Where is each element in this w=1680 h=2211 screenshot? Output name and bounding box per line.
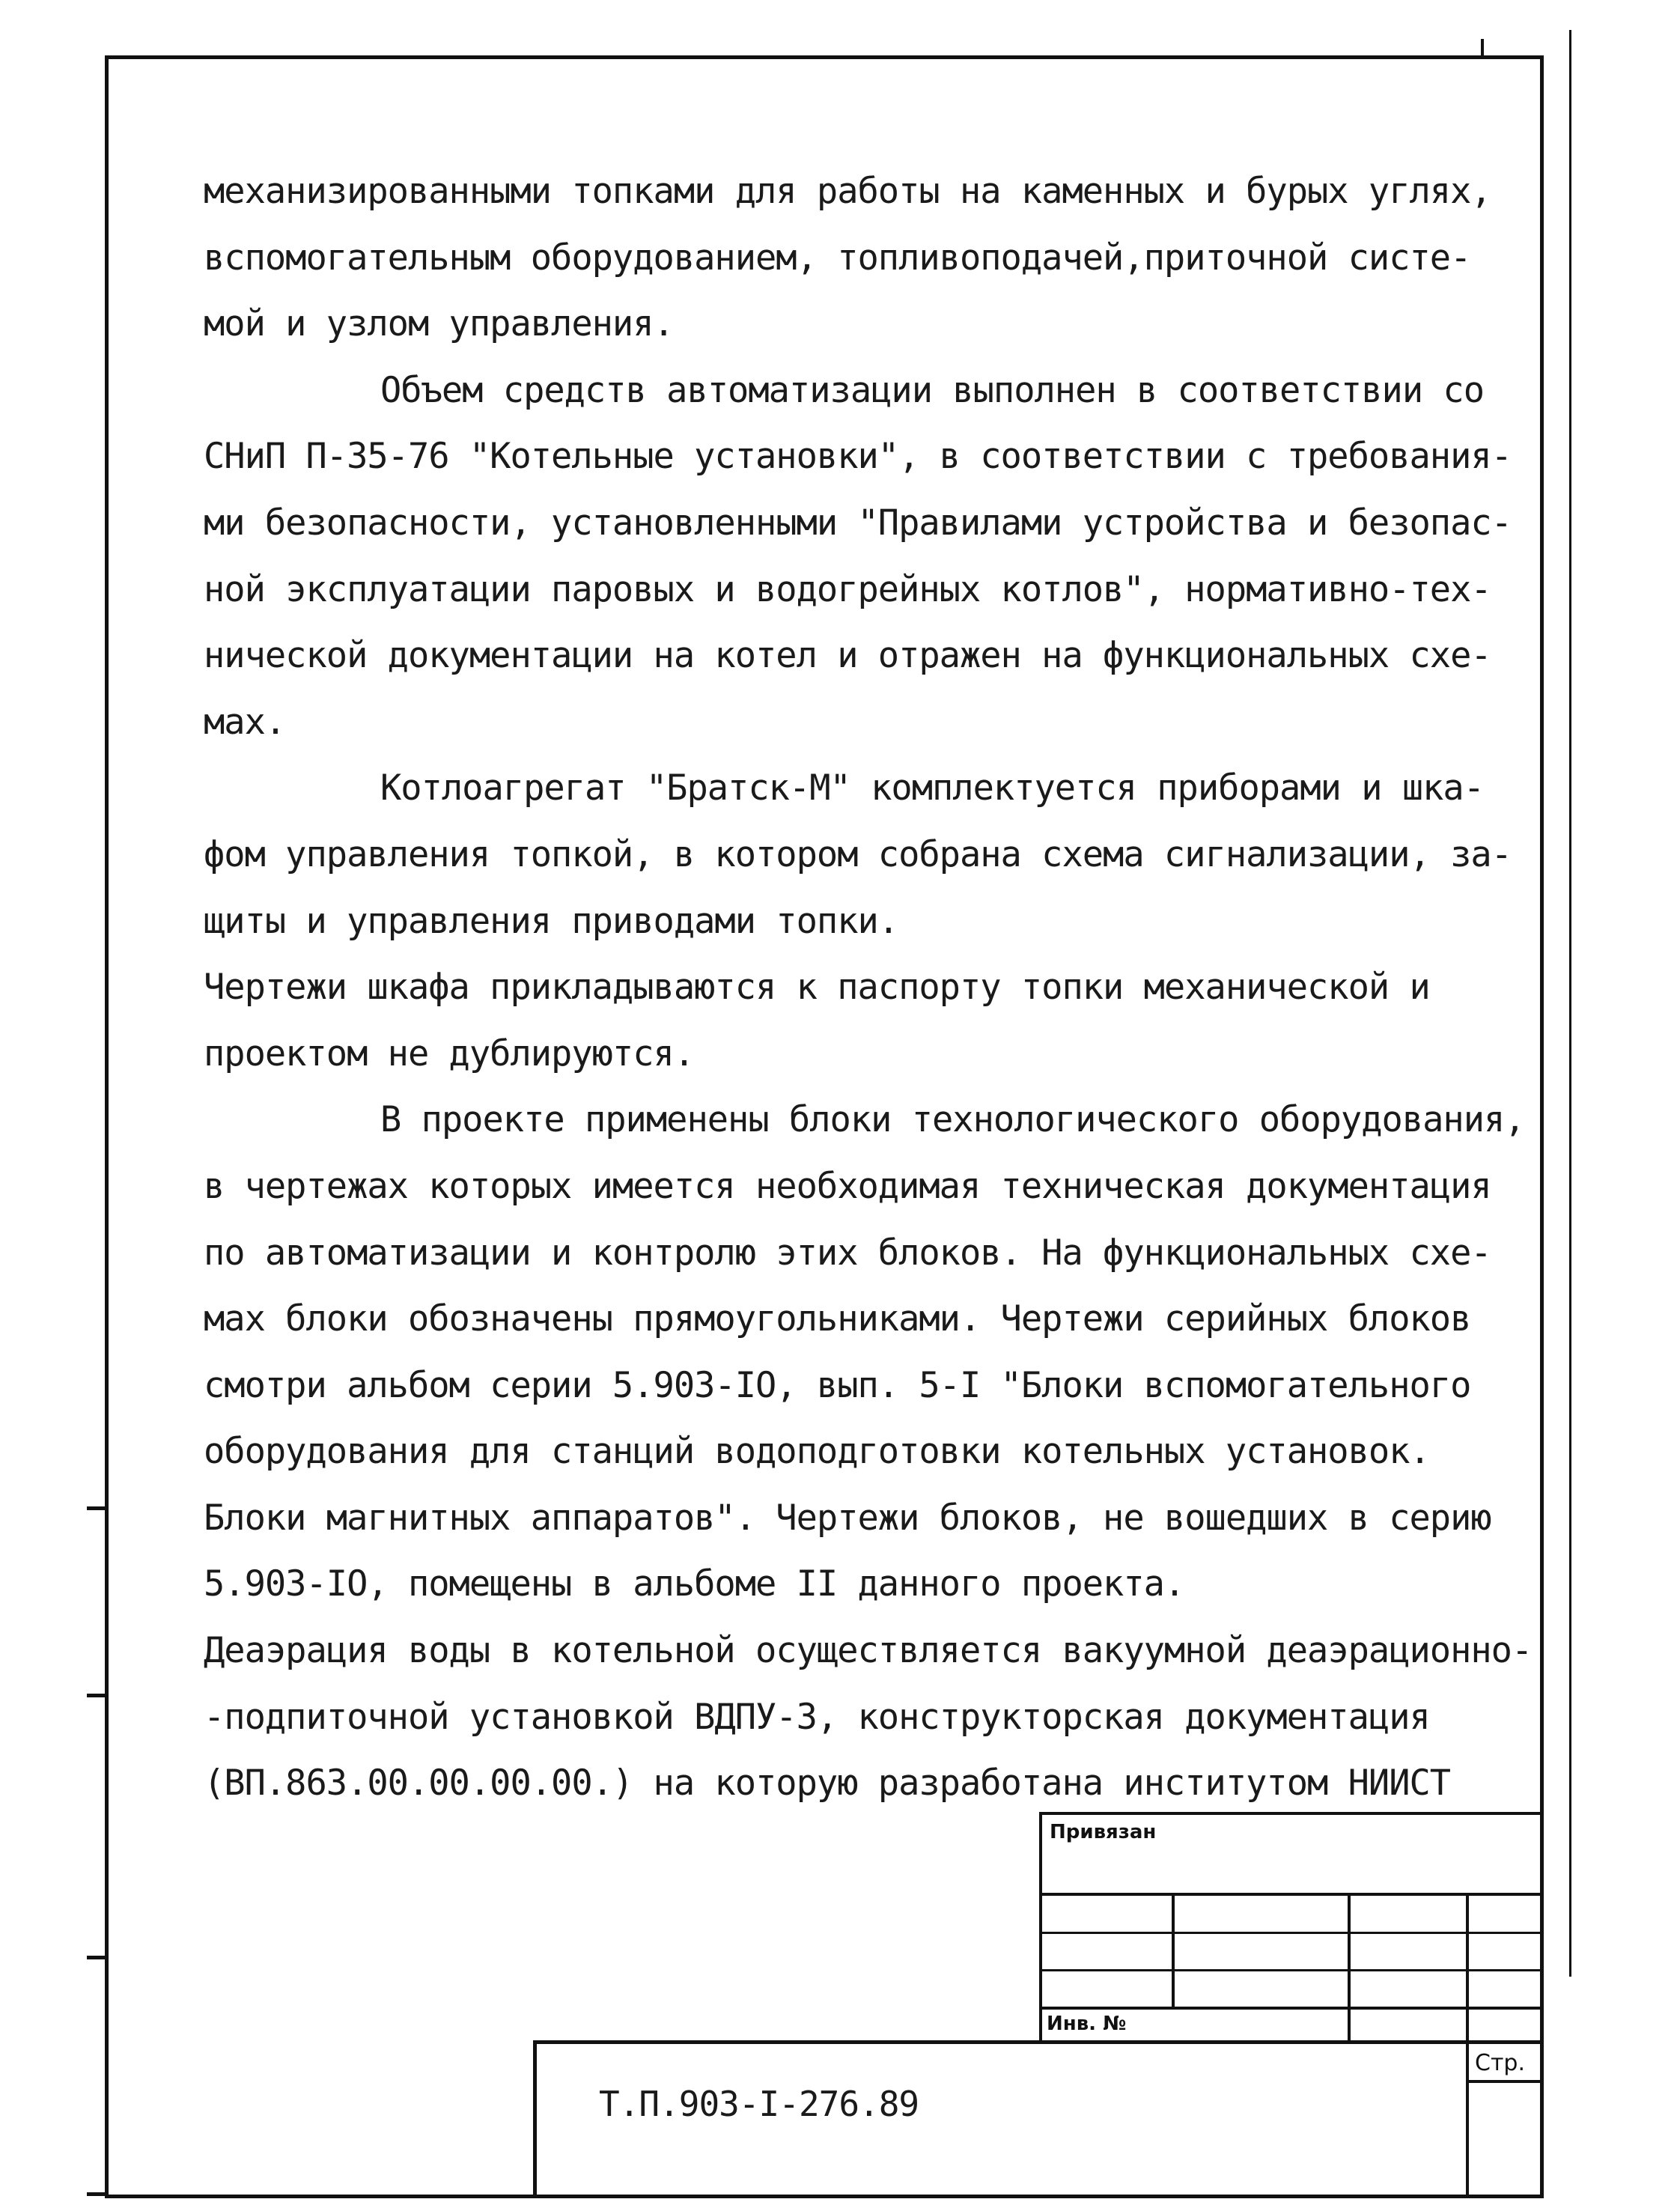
text-line: Котлоагрегат "Братск-М" комплектуется приборами и шка- xyxy=(380,767,1485,809)
text-line: ной эксплуатации паровых и водогрейных котлов", нормативно-тех- xyxy=(204,568,1491,610)
text-line: смотри альбом серии 5.903-IO, вып. 5-I "Блоки вспомогательного xyxy=(204,1364,1471,1406)
binding-tick xyxy=(87,2192,105,2196)
text-line: мах блоки обозначены прямоугольниками. Чертежи серийных блоков xyxy=(204,1298,1471,1340)
text-line: по автоматизации и контролю этих блоков. На функциональных схе- xyxy=(204,1232,1491,1274)
text-line: -подпиточной установкой ВДПУ-3, конструкторская документация xyxy=(204,1696,1430,1738)
text-line: механизированными топками для работы на каменных и бурых углях, xyxy=(204,171,1491,212)
text-line: ми безопасности, установленными "Правилами устройства и безопас- xyxy=(204,502,1512,544)
document-body xyxy=(204,159,1533,1817)
page-label: Стр. xyxy=(1475,2050,1526,2076)
text-line: 5.903-IO, помещены в альбоме II данного проекта. xyxy=(204,1563,1185,1605)
text-line: СНиП П-35-76 "Котельные установки", в соответствии с требования- xyxy=(204,436,1512,478)
text-line: нической документации на котел и отражен на функциональных схе- xyxy=(204,635,1491,677)
text-line: мой и узлом управления. xyxy=(204,303,674,345)
text-line: Блоки магнитных аппаратов". Чертежи блоков, не вошедших в серию xyxy=(204,1497,1491,1539)
text-line: (ВП.863.00.00.00.00.) на которую разработана институтом НИИСТ xyxy=(204,1763,1451,1804)
text-line: оборудования для станций водоподготовки котельных установок. xyxy=(204,1431,1430,1473)
binding-tick xyxy=(87,1694,105,1697)
text-line: Объем средств автоматизации выполнен в соответствии со xyxy=(380,369,1485,411)
text-line: проектом не дублируются. xyxy=(204,1032,695,1074)
binding-tick xyxy=(87,1506,105,1510)
binding-tick xyxy=(87,1956,105,1959)
document-code: Т.П.903-I-276.89 xyxy=(599,2084,919,2124)
text-line: вспомогательным оборудованием, топливоподачей,приточной систе- xyxy=(204,237,1471,279)
text-line: фом управления топкой, в котором собрана схема сигнализации, за- xyxy=(204,833,1512,875)
text-line: мах. xyxy=(204,701,286,743)
text-line: В проекте применены блоки технологического оборудования, xyxy=(380,1099,1525,1141)
text-line: Чертежи шкафа прикладываются к паспорту топки механической и xyxy=(204,967,1430,1009)
text-line: щиты и управления приводами топки. xyxy=(204,900,899,942)
inventory-number-label: Инв. № xyxy=(1047,2013,1127,2035)
attached-label: Привязан xyxy=(1050,1821,1157,1843)
right-edge-line xyxy=(1569,30,1571,1977)
top-corner-mark xyxy=(1481,39,1484,58)
text-line: в чертежах которых имеется необходимая техническая документация xyxy=(204,1165,1491,1207)
text-line: Деаэрация воды в котельной осуществляется вакуумной деаэрационно- xyxy=(204,1630,1533,1672)
